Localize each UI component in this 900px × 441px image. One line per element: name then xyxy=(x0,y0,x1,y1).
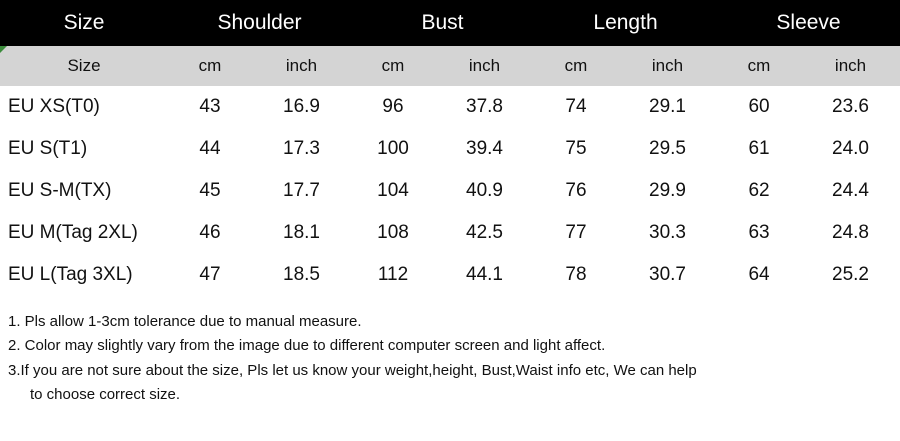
cell-length-cm: 77 xyxy=(565,222,587,243)
cell-length-cm: 74 xyxy=(565,96,587,117)
note-sizing-help: 3.If you are not sure about the size, Pls let us know your weight,height, Bust,Waist info etc, We can help xyxy=(8,361,697,379)
cell-shoulder-inch: 17.7 xyxy=(283,180,320,201)
cell-length-inch: 29.5 xyxy=(649,138,686,159)
cell-shoulder-cm: 45 xyxy=(199,180,221,201)
cell-length-inch: 29.1 xyxy=(649,96,686,117)
table-row xyxy=(0,128,900,170)
sub-header-length-inch: inch xyxy=(651,56,684,75)
cell-length-inch: 30.3 xyxy=(649,222,686,243)
cell-size: EU S(T1) xyxy=(8,138,88,159)
sub-header-bust-cm: cm xyxy=(381,56,405,75)
table-row xyxy=(0,212,900,254)
group-header-length: Length xyxy=(593,11,658,34)
cell-bust-cm: 100 xyxy=(377,138,409,159)
cell-length-cm: 76 xyxy=(565,180,587,201)
cell-bust-cm: 112 xyxy=(377,264,409,285)
cell-sleeve-inch: 24.8 xyxy=(832,222,869,243)
cell-shoulder-inch: 17.3 xyxy=(283,138,320,159)
cell-sleeve-inch: 25.2 xyxy=(832,264,869,285)
cell-bust-cm: 108 xyxy=(377,222,409,243)
group-header-size: Size xyxy=(63,11,105,34)
cell-bust-inch: 39.4 xyxy=(466,138,503,159)
table-row xyxy=(0,86,900,128)
cell-size: EU L(Tag 3XL) xyxy=(8,264,133,285)
cell-shoulder-inch: 18.5 xyxy=(283,264,320,285)
cell-bust-cm: 96 xyxy=(382,96,404,117)
note-tolerance: 1. Pls allow 1-3cm tolerance due to manual measure. xyxy=(8,313,362,330)
cell-length-cm: 78 xyxy=(565,264,587,285)
cell-shoulder-cm: 43 xyxy=(199,96,221,117)
cell-shoulder-cm: 44 xyxy=(199,138,221,159)
cell-sleeve-cm: 63 xyxy=(748,222,770,243)
sub-header-size: Size xyxy=(67,56,101,75)
cell-sleeve-inch: 24.4 xyxy=(832,180,869,201)
cell-bust-inch: 37.8 xyxy=(466,96,503,117)
cell-sleeve-cm: 61 xyxy=(748,138,770,159)
group-header-bust: Bust xyxy=(421,11,464,34)
sub-header-shoulder-inch: inch xyxy=(285,56,318,75)
cell-bust-inch: 40.9 xyxy=(466,180,503,201)
cell-sleeve-cm: 64 xyxy=(748,264,770,285)
cell-shoulder-inch: 16.9 xyxy=(283,96,320,117)
table-group-header-row xyxy=(0,0,900,46)
cell-sleeve-cm: 60 xyxy=(748,96,770,117)
sub-header-bust-inch: inch xyxy=(468,56,501,75)
sub-header-length-cm: cm xyxy=(564,56,588,75)
cell-sleeve-cm: 62 xyxy=(748,180,770,201)
cell-sleeve-inch: 24.0 xyxy=(832,138,869,159)
cell-shoulder-cm: 46 xyxy=(199,222,221,243)
cell-length-inch: 29.9 xyxy=(649,180,686,201)
table-sub-header-row xyxy=(0,46,900,86)
table-row xyxy=(0,170,900,212)
notes-section xyxy=(0,296,900,407)
note-sizing-help-continued: to choose correct size. xyxy=(30,385,181,403)
cell-size: EU M(Tag 2XL) xyxy=(8,222,138,243)
note-color: 2. Color may slightly vary from the image due to different computer screen and light affect. xyxy=(8,337,606,355)
table-row xyxy=(0,254,900,296)
sub-header-shoulder-cm: cm xyxy=(198,56,222,75)
cell-length-cm: 75 xyxy=(565,138,587,159)
cell-size: EU S-M(TX) xyxy=(8,180,112,201)
cell-bust-cm: 104 xyxy=(377,180,409,201)
cell-sleeve-inch: 23.6 xyxy=(832,96,869,117)
cell-size: EU XS(T0) xyxy=(8,96,100,117)
cell-bust-inch: 42.5 xyxy=(466,222,503,243)
cell-length-inch: 30.7 xyxy=(649,264,686,285)
sub-header-sleeve-inch: inch xyxy=(834,56,867,75)
group-header-sleeve: Sleeve xyxy=(776,11,841,34)
group-header-shoulder: Shoulder xyxy=(217,11,302,34)
sub-header-sleeve-cm: cm xyxy=(747,56,771,75)
cell-shoulder-inch: 18.1 xyxy=(283,222,320,243)
cell-shoulder-cm: 47 xyxy=(199,264,221,285)
cell-bust-inch: 44.1 xyxy=(466,264,503,285)
